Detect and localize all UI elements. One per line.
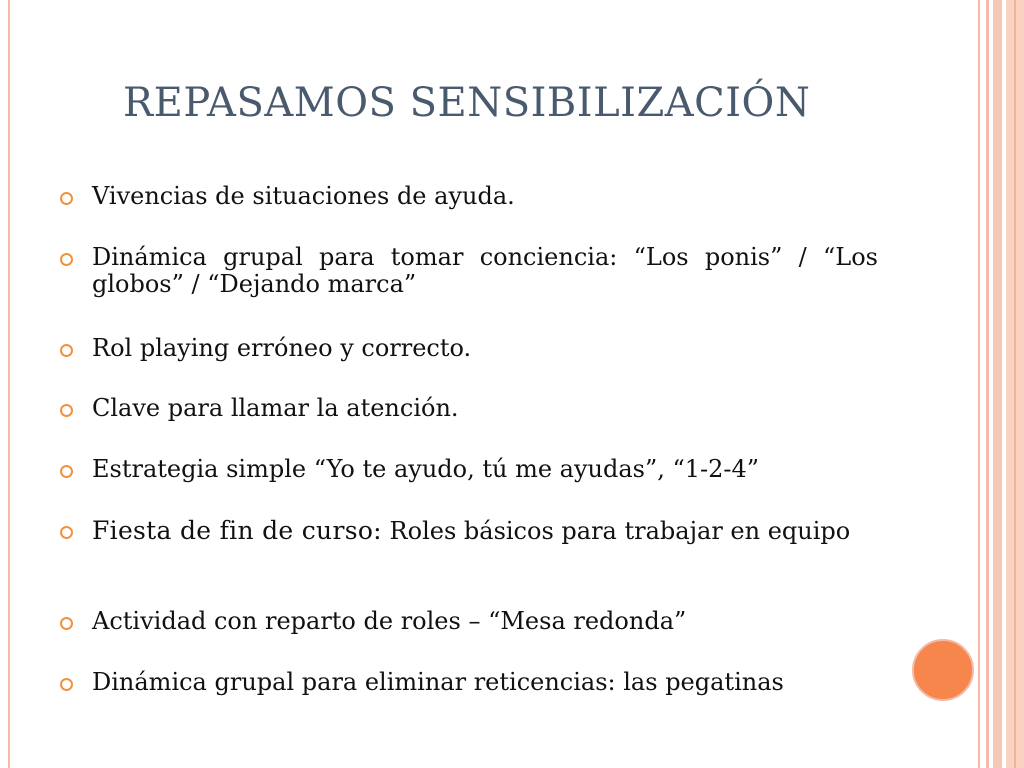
bullet-circle-icon [60,678,73,691]
bullet-circle-icon [60,526,73,539]
right-decor-stripe [1014,0,1016,768]
bullet-item [60,608,878,635]
bullet-circle-icon [60,404,73,417]
bullet-item [60,335,878,362]
bullet-item [60,669,878,696]
bullet-text: Clave para llamar la atención. [92,394,459,422]
bullet-text: Roles básicos para trabajar en equipo [381,517,851,545]
slide-title: REPASAMOS SENSIBILIZACIÓN [123,80,811,126]
bullet-circle-icon [60,192,73,205]
bullet-circle-icon [60,253,73,266]
bullet-text: Rol playing erróneo y correcto. [92,334,472,362]
left-border-line [8,0,10,768]
bullet-text: Dinámica grupal para tomar conciencia: “Los ponis” / “Los globos” / “Dejando marca” [92,243,878,298]
bullet-circle-icon [60,465,73,478]
bullet-item [60,395,878,422]
right-decor-stripe [993,0,1002,768]
bullet-text: Estrategia simple “Yo te ayudo, tú me ayudas”, “1-2-4” [92,455,760,483]
bullet-circle-icon [60,617,73,630]
right-decor-stripe [978,0,980,768]
bullet-lead-text: Fiesta de fin de curso: [92,516,382,545]
bullet-item [60,456,878,483]
bullet-text: Vivencias de situaciones de ayuda. [92,182,515,210]
bullet-text: Dinámica grupal para eliminar reticencias: las pegatinas [92,668,784,696]
bullet-item [60,244,878,298]
decorative-orange-circle [912,639,974,701]
bullet-item [60,517,878,545]
bullet-text: Actividad con reparto de roles – “Mesa redonda” [92,607,687,635]
bullet-item [60,183,878,210]
bullet-circle-icon [60,344,73,357]
right-decor-stripe [986,0,989,768]
